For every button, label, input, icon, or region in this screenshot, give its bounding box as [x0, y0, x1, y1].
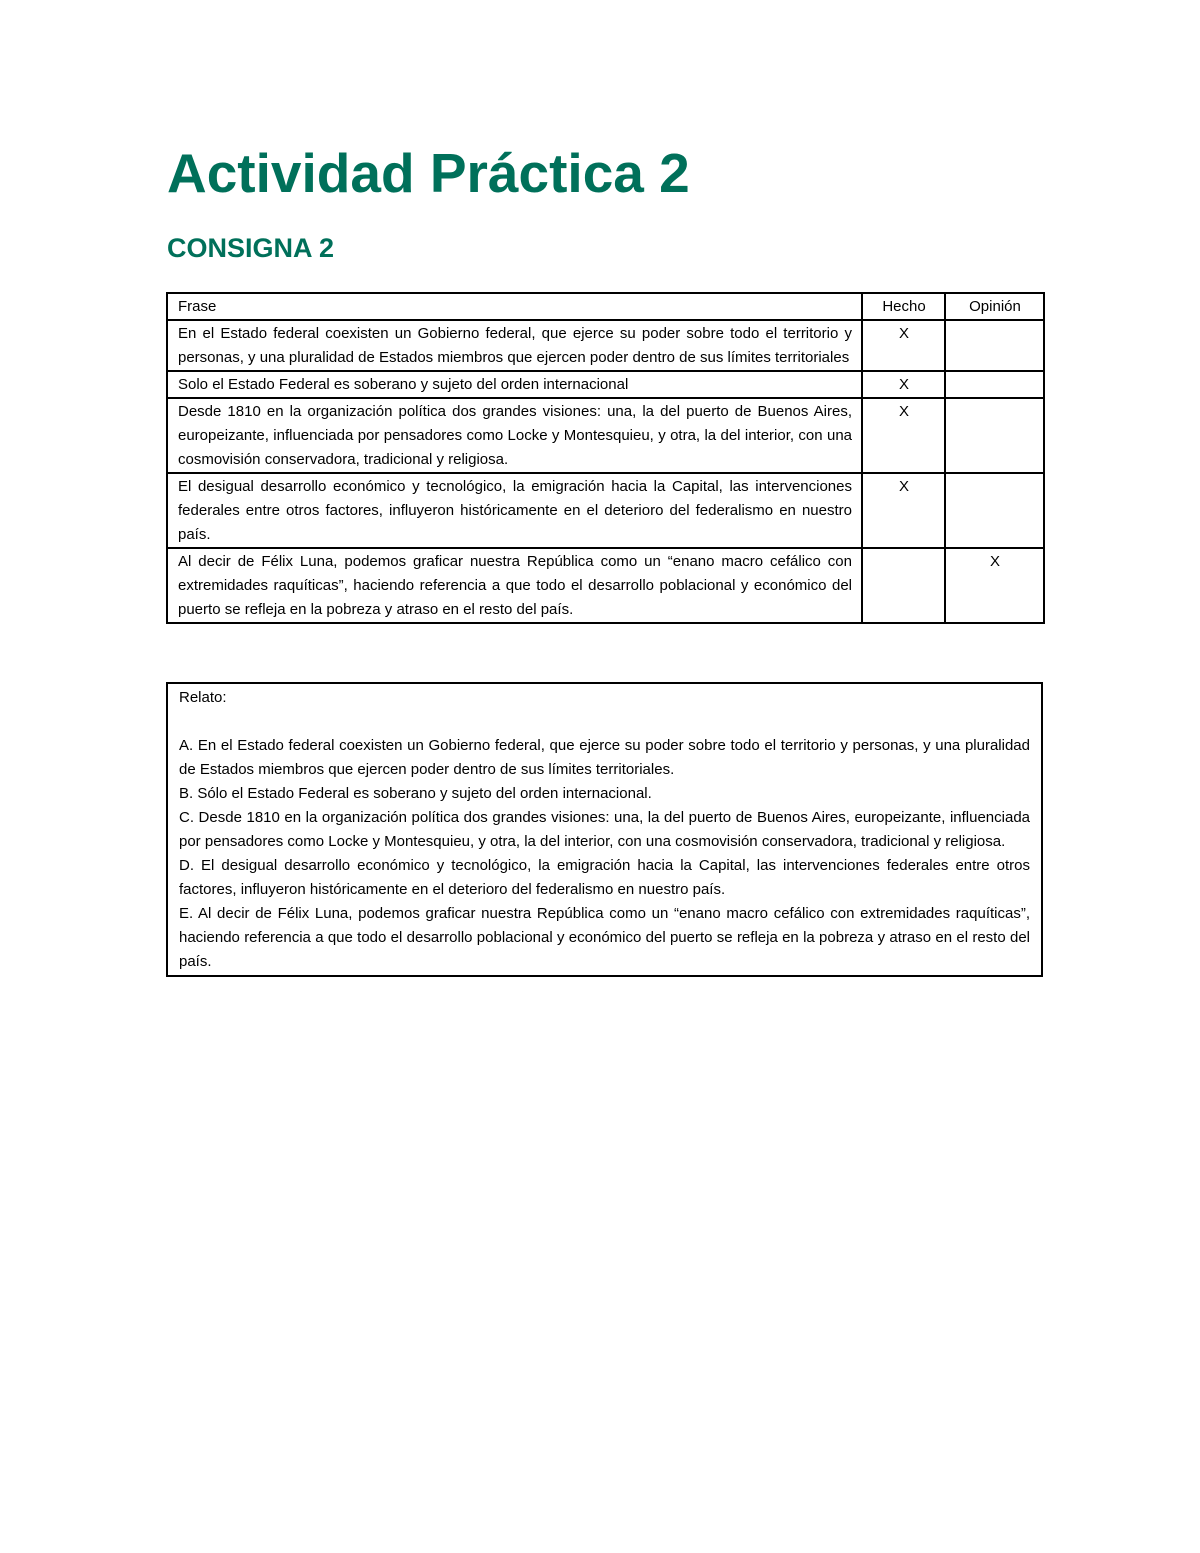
- table-row: [167, 473, 1044, 548]
- opinion-cell: [945, 473, 1044, 548]
- header-fact: Hecho: [862, 293, 945, 320]
- header-opinion: Opinión: [945, 293, 1044, 320]
- header-phrase: Frase: [167, 293, 862, 320]
- table-row: [167, 320, 1044, 371]
- opinion-cell: [945, 398, 1044, 473]
- fact-cell: X: [862, 398, 945, 473]
- relato-paragraph: A. En el Estado federal coexisten un Gobierno federal, que ejerce su poder sobre todo el territorio y personas, y una pluralidad de Estados miembros que ejercen poder dentro de sus límites territoriales.: [179, 737, 1030, 778]
- relato-paragraph: C. Desde 1810 en la organización política dos grandes visiones: una, la del puerto de Buenos Aires, europeizante, influenciada por pensadores como Locke y Montesquieu, y otra, la del interior, con una cosmovisión conservadora, tradicional y religiosa.: [179, 809, 1030, 850]
- fact-cell: X: [862, 320, 945, 371]
- table-header-row: [167, 293, 1044, 320]
- fact-cell: X: [862, 371, 945, 398]
- phrase-cell: En el Estado federal coexisten un Gobierno federal, que ejerce su poder sobre todo el territorio y personas, y una pluralidad de Estados miembros que ejercen poder dentro de sus límites territoriales: [167, 320, 862, 371]
- relato-paragraph: D. El desigual desarrollo económico y tecnológico, la emigración hacia la Capital, las intervenciones federales entre otros factores, influyeron históricamente en el deterioro del federalismo en nuestro país.: [179, 857, 1030, 898]
- relato-paragraph: B. Sólo el Estado Federal es soberano y sujeto del orden internacional.: [179, 785, 652, 802]
- phrase-cell: Solo el Estado Federal es soberano y sujeto del orden internacional: [167, 371, 862, 398]
- relato-label: Relato:: [179, 689, 227, 706]
- phrase-cell: Al decir de Félix Luna, podemos graficar nuestra República como un “enano macro cefálico con extremidades raquíticas”, haciendo referencia a que todo el desarrollo poblacional y económico del puerto se refleja en la pobreza y atraso en el resto del país.: [167, 548, 862, 623]
- opinion-cell: [945, 371, 1044, 398]
- section-title: CONSIGNA 2: [167, 233, 335, 263]
- opinion-cell: [945, 320, 1044, 371]
- fact-cell: X: [862, 473, 945, 548]
- page-title: Actividad Práctica 2: [167, 142, 690, 204]
- fact-opinion-table: [166, 292, 1045, 624]
- opinion-cell: X: [945, 548, 1044, 623]
- phrase-cell: El desigual desarrollo económico y tecnológico, la emigración hacia la Capital, las intervenciones federales entre otros factores, influyeron históricamente en el deterioro del federalismo en nuestro país.: [167, 473, 862, 548]
- phrase-cell: Desde 1810 en la organización política dos grandes visiones: una, la del puerto de Buenos Aires, europeizante, influenciada por pensadores como Locke y Montesquieu, y otra, la del interior, con una cosmovisión conservadora, tradicional y religiosa.: [167, 398, 862, 473]
- table-row: [167, 398, 1044, 473]
- fact-cell: [862, 548, 945, 623]
- relato-paragraph: E. Al decir de Félix Luna, podemos graficar nuestra República como un “enano macro cefálico con extremidades raquíticas”, haciendo referencia a que todo el desarrollo poblacional y económico del puerto se refleja en la pobreza y atraso en el resto del país.: [179, 905, 1030, 970]
- table-row: [167, 371, 1044, 398]
- table-row: [167, 548, 1044, 623]
- relato-box: [166, 682, 1043, 977]
